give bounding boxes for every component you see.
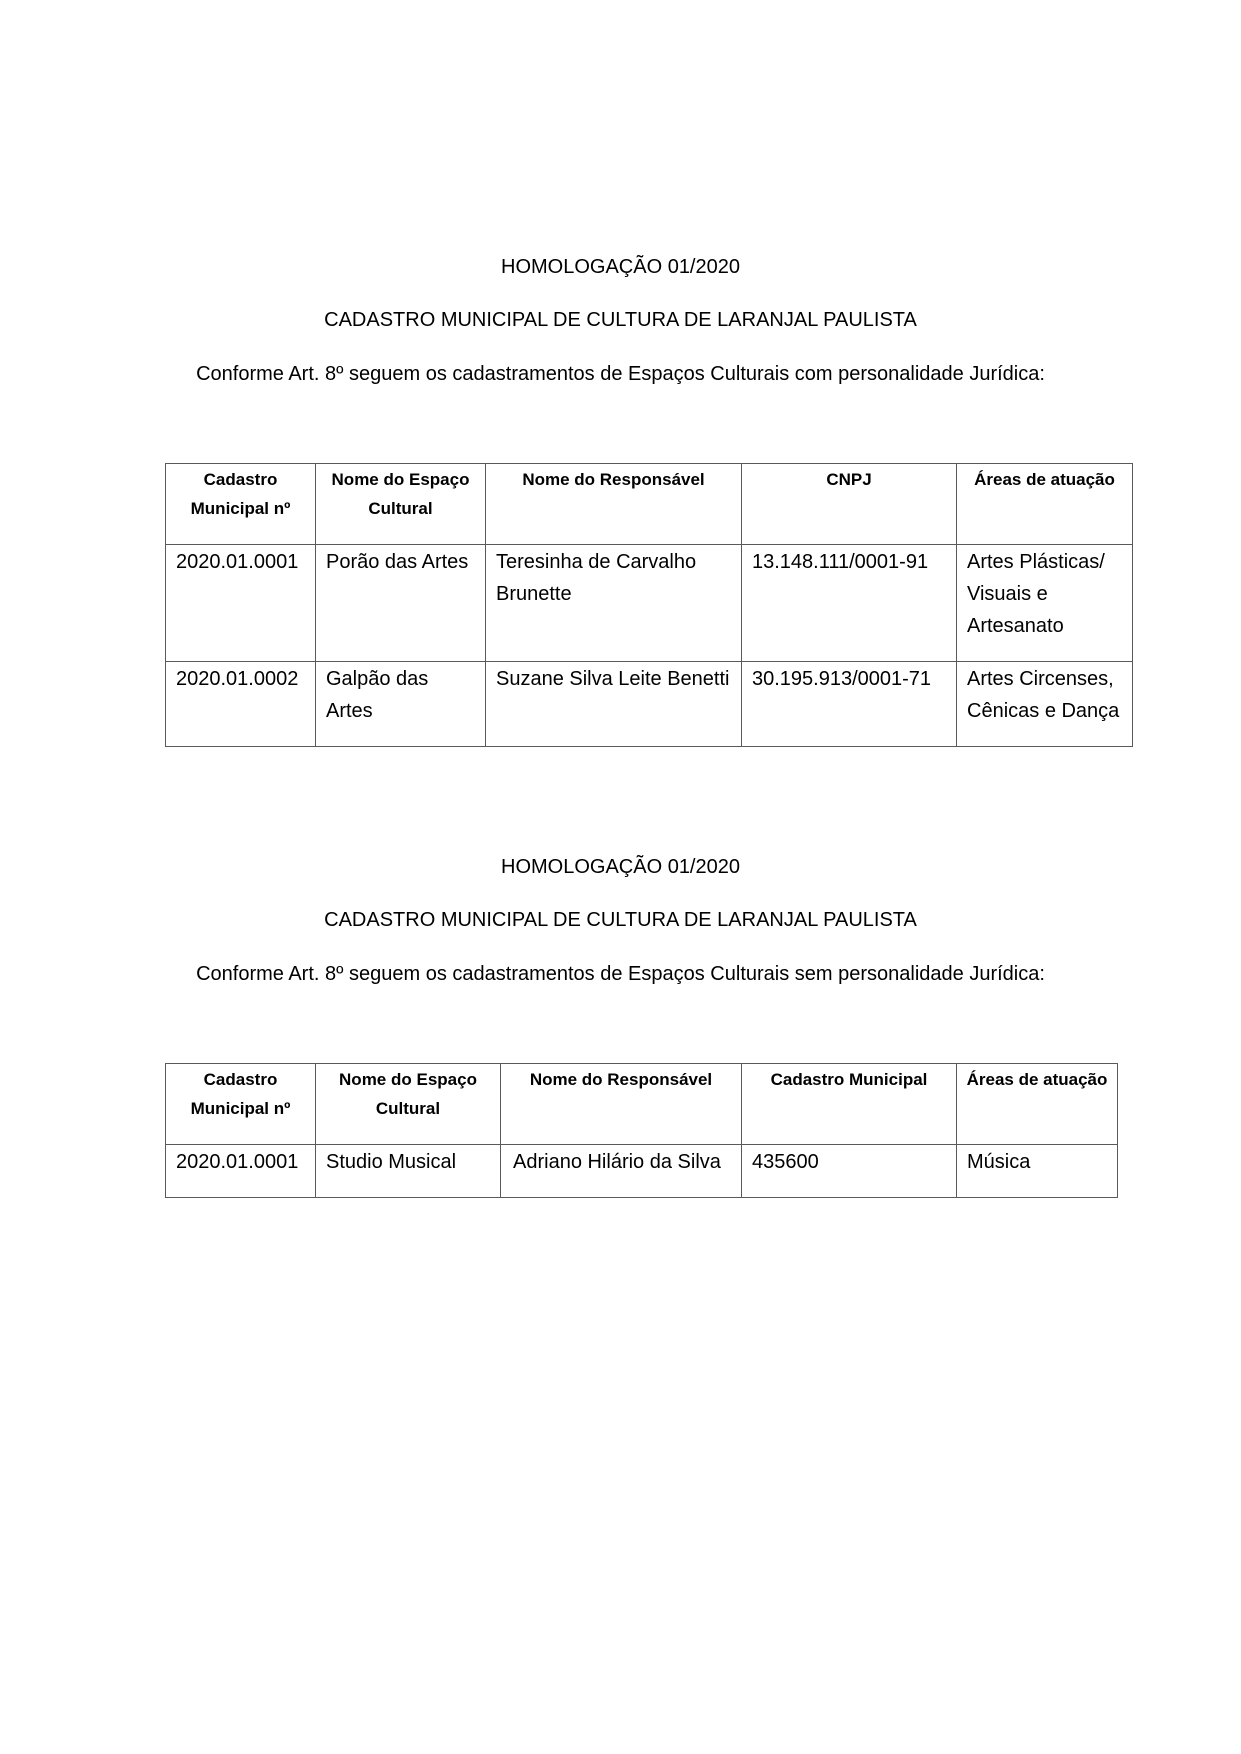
- cell-cadastro-municipal: 435600: [742, 1145, 957, 1198]
- section-2-intro: Conforme Art. 8º seguem os cadastramentos de Espaços Culturais sem personalidade Jurídica:: [196, 963, 1045, 985]
- non-legal-entities-table: [165, 1063, 1118, 1198]
- header-nome-responsavel: Nome do Responsável: [486, 464, 742, 545]
- table-row: [166, 1145, 1118, 1198]
- cell-cadastro: 2020.01.0001: [166, 545, 316, 662]
- table-row: [166, 662, 1133, 747]
- cell-responsavel: Adriano Hilário da Silva: [501, 1145, 742, 1198]
- section-1-subtitle: CADASTRO MUNICIPAL DE CULTURA DE LARANJAL PAULISTA: [324, 309, 917, 331]
- cell-cadastro: 2020.01.0002: [166, 662, 316, 747]
- cell-areas: Música: [957, 1145, 1118, 1198]
- section-1-intro: Conforme Art. 8º seguem os cadastramentos de Espaços Culturais com personalidade Jurídica:: [196, 363, 1045, 385]
- header-cadastro-municipal-2: Cadastro Municipal: [742, 1064, 957, 1145]
- header-areas-atuacao: Áreas de atuação: [957, 464, 1133, 545]
- cell-nome-espaco: Galpão das Artes: [316, 662, 486, 747]
- cell-areas: Artes Plásticas/ Visuais e Artesanato: [957, 545, 1133, 662]
- cell-responsavel: Suzane Silva Leite Benetti: [486, 662, 742, 747]
- header-areas-atuacao: Áreas de atuação: [957, 1064, 1118, 1145]
- header-cadastro-municipal: Cadastro Municipal nº: [166, 464, 316, 545]
- cell-nome-espaco: Studio Musical: [316, 1145, 501, 1198]
- cell-cnpj: 30.195.913/0001-71: [742, 662, 957, 747]
- cell-nome-espaco: Porão das Artes: [316, 545, 486, 662]
- section-2-subtitle: CADASTRO MUNICIPAL DE CULTURA DE LARANJAL PAULISTA: [324, 909, 917, 931]
- header-nome-responsavel: Nome do Responsável: [501, 1064, 742, 1145]
- section-1-title: HOMOLOGAÇÃO 01/2020: [501, 256, 740, 278]
- section-2-title: HOMOLOGAÇÃO 01/2020: [501, 856, 740, 878]
- header-nome-espaco: Nome do Espaço Cultural: [316, 464, 486, 545]
- table-row: [166, 545, 1133, 662]
- cell-cadastro: 2020.01.0001: [166, 1145, 316, 1198]
- header-nome-espaco: Nome do Espaço Cultural: [316, 1064, 501, 1145]
- table-header-row: [166, 464, 1133, 545]
- legal-entities-table: [165, 463, 1133, 747]
- header-cadastro-municipal: Cadastro Municipal nº: [166, 1064, 316, 1145]
- cell-responsavel: Teresinha de Carvalho Brunette: [486, 545, 742, 662]
- cell-cnpj: 13.148.111/0001-91: [742, 545, 957, 662]
- header-cnpj: CNPJ: [742, 464, 957, 545]
- table-header-row: [166, 1064, 1118, 1145]
- cell-areas: Artes Circenses, Cênicas e Dança: [957, 662, 1133, 747]
